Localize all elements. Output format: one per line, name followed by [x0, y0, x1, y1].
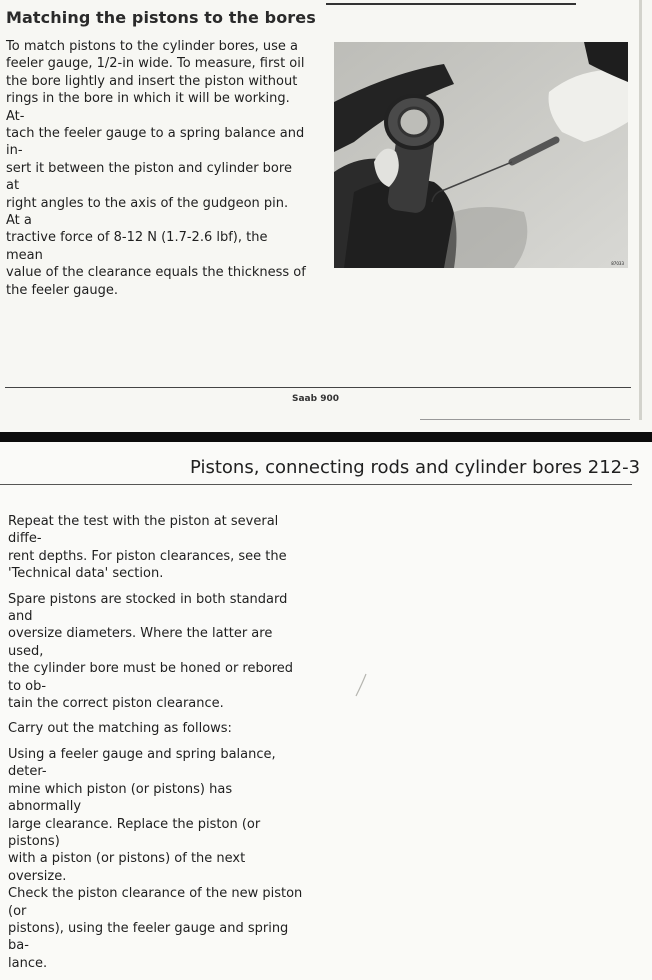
- section-body: [6, 38, 306, 299]
- chapter-header: Pistons, connecting rods and cylinder bores 212-3: [190, 457, 641, 478]
- body-line: rent depths. For piston clearances, see the: [8, 548, 287, 564]
- body-line: the cylinder bore must be honed or rebored to ob-: [8, 661, 293, 694]
- page-divider: [0, 432, 652, 442]
- body-line: tractive force of 8-12 N (1.7-2.6 lbf), the mean: [6, 230, 268, 263]
- footer-label: Saab 900: [292, 394, 339, 404]
- body-line: mine which piston (or pistons) has abnormally: [8, 781, 233, 815]
- top-edge-rule: [326, 3, 576, 5]
- body-line: 'Technical data' section.: [8, 566, 164, 582]
- paragraph: [8, 720, 304, 737]
- photo-code: 87033: [611, 261, 624, 266]
- footer-rule: [5, 387, 631, 388]
- body-line: Spare pistons are stocked in both standard and: [8, 591, 288, 625]
- body-line: lance.: [8, 955, 48, 971]
- body-line: with a piston (or pistons) of the next oversize.: [8, 851, 246, 884]
- body-line: large clearance. Replace the piston (or pistons): [8, 816, 261, 849]
- body-line: the bore lightly and insert the piston without: [6, 73, 298, 89]
- pencil-mark: [352, 672, 370, 700]
- lower-body: [8, 513, 304, 980]
- body-line: tain the correct piston clearance.: [8, 696, 224, 712]
- body-line: right angles to the axis of the gudgeon pin. At a: [6, 195, 289, 229]
- page-edge-shadow: [639, 0, 642, 420]
- body-line: sert it between the piston and cylinder bore at: [6, 160, 292, 194]
- body-line: the feeler gauge.: [6, 282, 118, 298]
- body-line: Repeat the test with the piston at several diffe-: [8, 514, 279, 547]
- photo-illustration: [334, 42, 628, 268]
- paragraph: [8, 746, 304, 972]
- paragraph: [8, 513, 304, 583]
- paragraph: [8, 591, 304, 713]
- body-line: To match pistons to the cylinder bores, use a: [6, 39, 298, 54]
- chapter-rule: [0, 484, 632, 485]
- piston-measurement-photo: [334, 42, 628, 268]
- body-line: tach the feeler gauge to a spring balance and in-: [6, 126, 305, 159]
- page-edge-rule: [420, 419, 630, 420]
- body-line: Carry out the matching as follows:: [8, 721, 232, 737]
- body-line: value of the clearance equals the thickness of: [6, 265, 306, 281]
- body-line: oversize diameters. Where the latter are used,: [8, 626, 273, 659]
- body-line: Check the piston clearance of the new piston (or: [8, 886, 303, 919]
- body-line: feeler gauge, 1/2-in wide. To measure, first oil: [6, 56, 305, 72]
- section-title: Matching the pistons to the bores: [6, 8, 316, 27]
- body-line: rings in the bore in which it will be working. At-: [6, 91, 290, 124]
- body-line: pistons), using the feeler gauge and spring ba-: [8, 920, 289, 954]
- body-line: Using a feeler gauge and spring balance, deter-: [8, 746, 276, 780]
